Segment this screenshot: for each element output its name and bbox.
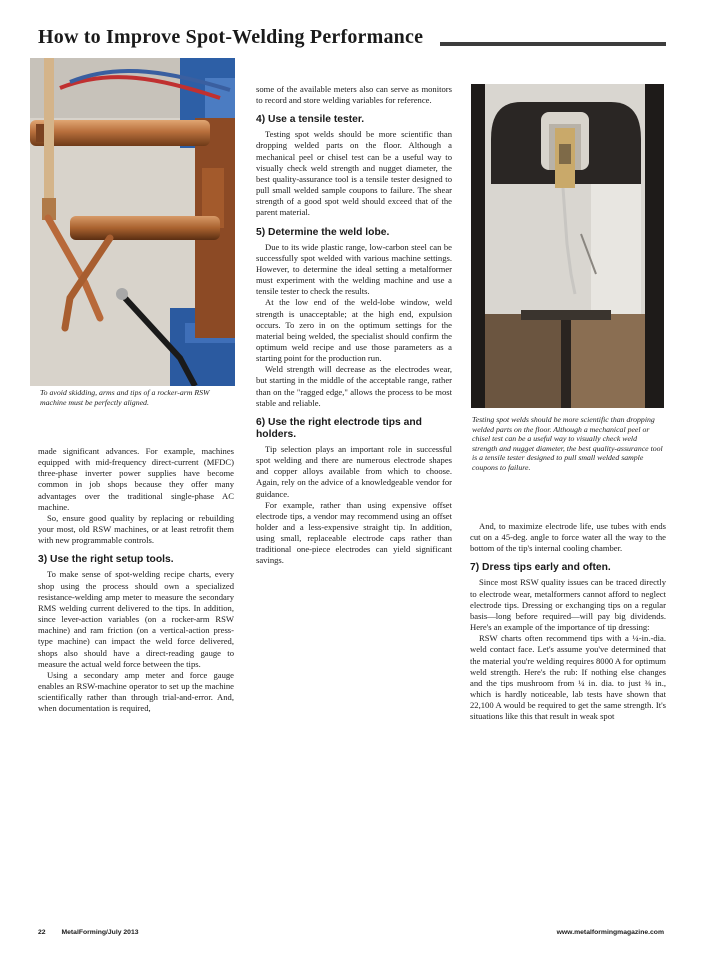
tensile-tester-photo	[471, 84, 664, 408]
page-footer-left	[38, 929, 139, 936]
article-column-2	[256, 84, 452, 567]
paragraph: Since most RSW quality issues can be traced directly to electrode wear, metalformers cannot afford to neglect electrode tips. Dressing or exchanging tips on a regular basis—long before required—will pay big dividends. Here's an example of the importance of tip dressing:	[470, 577, 666, 633]
paragraph: Tip selection plays an important role in successful spot welding and there are numerous electrode shapes and copper alloys available from which to choose. Again, rely on the advice of a knowledgeable vendor for guidance.	[256, 443, 452, 499]
figure-caption: Testing spot welds should be more scientific than dropping welded parts on the floor. Although a mechanical peel or chisel test can be a useful way to visually check weld strength and nugget diameter, the best quality-assurance tool is a tensile tester designed to pull small welded sample coupons to failure.	[472, 415, 663, 472]
paragraph: Due to its wide plastic range, low-carbon steel can be successfully spot welded with various machine settings. However, to determine the ideal setting a metalformer must experiment with the welding machine and use a tensile tester to check the results.	[256, 241, 452, 297]
paragraph: Testing spot welds should be more scientific than dropping welded parts on the floor. Although a mechanical peel or chisel test can be a useful way to visually check weld strength and nugget diameter, the best quality-assurance tool is a tensile tester designed to pull small welded sample coupons to failure. The shear strength of a good spot weld should exceed that of the parent material.	[256, 129, 452, 218]
section-heading: 5) Determine the weld lobe.	[256, 226, 390, 238]
paragraph: RSW charts often recommend tips with a ¼-in.-dia. weld contact face. Let's assume you've determined that the material you're welding requires 8000 A for optimum weld strength. Here's the rub: If nothing else changes and the tips mushroom from ¼ in. dia. to just ⅜ in., which is hardly noticeable, lab tests have shown that 22,100 A would be required to get the same strength. It's situations like this that result in weak spot	[470, 633, 666, 722]
figure-caption: To avoid skidding, arms and tips of a rocker-arm RSW machine must be perfectly aligned.	[40, 388, 210, 407]
paragraph: At the low end of the weld-lobe window, weld strength is unacceptable; at the high end, expulsion occurs. To zero in on the optimum settings for the material being welded, the specialist should confirm the optimum weld recipe and use those parameters as a starting point for the production run.	[256, 297, 452, 364]
paragraph: some of the available meters also can serve as monitors to record and store welding variables for reference.	[256, 84, 452, 106]
article-column-1	[38, 446, 234, 714]
rocker-arm-welder-photo	[30, 58, 235, 386]
paragraph: So, ensure good quality by replacing or rebuilding your most, old RSW machines, or at least retrofit them with new programmable controls.	[38, 512, 234, 546]
article-title: How to Improve Spot-Welding Performance	[38, 26, 424, 48]
paragraph: made significant advances. For example, machines equipped with mid-frequency direct-current (MFDC) three-phase inverter power supplies have become common in job shops because they offer many advantages over the traditional single-phase AC machine.	[38, 446, 234, 512]
paragraph: Using a secondary amp meter and force gauge enables an RSW-machine operator to set up the machine scientifically rather than through trial-and-error. And, when documentation is required,	[38, 669, 234, 714]
section-heading: 7) Dress tips early and often.	[470, 562, 611, 574]
title-rule	[440, 42, 666, 46]
section-heading: 4) Use a tensile tester.	[256, 114, 365, 126]
page-number: 22	[38, 929, 46, 936]
paragraph: To make sense of spot-welding recipe charts, every shop using the process should own a specialized resistance-welding amp meter to measure the secondary RMS welding current delivered to the tips. In addition, since lever-action variables (on a rocker-arm RSW machine) and ram friction (on a vertical-action press-type machine) can impact the weld force delivered, shops also should have a direct-reading gauge to measure the actual weld force between the tips.	[38, 569, 234, 669]
paragraph: For example, rather than using expensive offset electrode tips, a vendor may recommend using an offset holder and a less-expensive straight tip. In addition, using small, replaceable electrode caps rather than traditional one-piece electrodes can yield significant savings.	[256, 499, 452, 566]
paragraph: Weld strength will decrease as the electrodes wear, but starting in the middle of the acceptable range, rather than on the "ragged edge," allows the process to be most stable and reliable.	[256, 364, 452, 408]
section-heading: 6) Use the right electrode tips and holders.	[256, 416, 422, 440]
section-heading: 3) Use the right setup tools.	[38, 554, 174, 566]
paragraph: And, to maximize electrode life, use tubes with ends cut on a 45-deg. angle to force water all the way to the bottom of the tip's internal cooling chamber.	[470, 521, 666, 554]
article-column-3	[470, 521, 666, 723]
website-url: www.metalformingmagazine.com	[556, 929, 664, 936]
issue-label: MetalForming/July 2013	[61, 929, 139, 936]
